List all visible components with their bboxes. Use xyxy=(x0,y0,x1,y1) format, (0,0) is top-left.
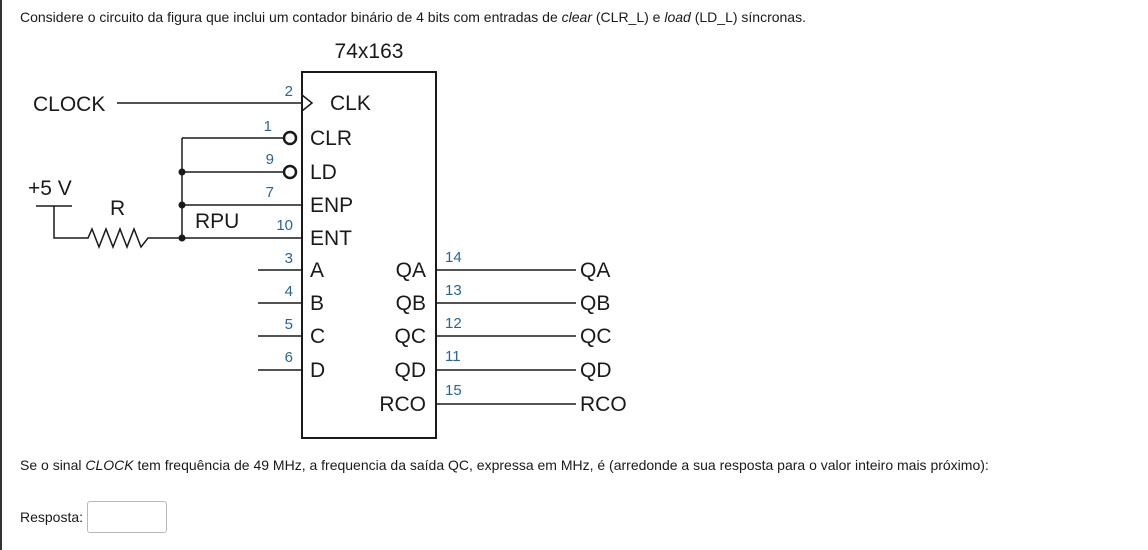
clock-edge-symbol xyxy=(302,95,312,111)
pin-number: 10 xyxy=(276,217,293,234)
net-label-qd: QD xyxy=(580,359,612,382)
pin-number: 14 xyxy=(445,249,462,266)
pin-label-enp: ENP xyxy=(310,194,354,217)
pin-label-d: D xyxy=(310,359,326,382)
net-label-qc: QC xyxy=(580,325,612,348)
answer-input[interactable] xyxy=(87,501,167,533)
pin-label-ld: LD xyxy=(310,161,337,184)
pin-label-qb: QB xyxy=(395,292,426,315)
clock-label: CLOCK xyxy=(33,93,106,116)
answer-label: Resposta: xyxy=(20,509,84,525)
pin-number: 9 xyxy=(265,151,274,168)
answer-row xyxy=(20,500,167,534)
question-text: Se o sinal CLOCK tem frequência de 49 MHz, a frequencia da saída QC, expressa em MHz, é (arredonde a sua resposta para o valor inteiro mais próximo): xyxy=(20,457,989,473)
pin-label-a: A xyxy=(310,259,325,282)
junction-dot xyxy=(179,202,186,209)
pin-number: 13 xyxy=(445,282,462,299)
pin-number: 15 xyxy=(445,382,462,399)
clock-word: CLOCK xyxy=(85,457,134,473)
circuit-diagram xyxy=(0,30,700,450)
pin-number: 4 xyxy=(284,283,293,300)
pin-number: 7 xyxy=(265,184,274,201)
pin-label-c: C xyxy=(310,325,326,348)
intro-text: Considere o circuito da figura que inclui um contador binário de 4 bits com entradas de clear (CLR_L) e load (LD_L) síncronas. xyxy=(20,9,806,25)
vcc-label: +5 V xyxy=(28,177,72,200)
pin-number: 12 xyxy=(445,315,462,332)
load-word: load xyxy=(664,9,691,25)
pin-number: 1 xyxy=(263,118,272,135)
resistor-label: R xyxy=(110,197,126,220)
pin-label-ent: ENT xyxy=(310,227,352,250)
net-label-rco: RCO xyxy=(580,393,627,416)
pin-number: 11 xyxy=(445,348,461,365)
pin-label-clr: CLR xyxy=(310,127,353,150)
chip-name: 74x163 xyxy=(334,40,404,63)
net-label-qa: QA xyxy=(580,259,611,282)
pin-number: 5 xyxy=(284,316,293,333)
pullup-label: RPU xyxy=(195,210,240,233)
clr-inversion-bubble xyxy=(284,132,296,144)
pin-label-rco: RCO xyxy=(379,393,426,416)
junction-dot xyxy=(179,169,186,176)
net-label-qb: QB xyxy=(580,292,611,315)
pin-number: 3 xyxy=(284,250,293,267)
pin-number: 6 xyxy=(284,349,293,366)
pin-label-qa: QA xyxy=(395,259,426,282)
pin-label-b: B xyxy=(310,292,325,315)
pin-label-clk: CLK xyxy=(330,92,371,115)
pin-label-qc: QC xyxy=(394,325,426,348)
pin-label-qd: QD xyxy=(394,359,426,382)
clear-word: clear xyxy=(561,9,592,25)
ld-inversion-bubble xyxy=(284,166,296,178)
pin-number: 2 xyxy=(284,83,293,100)
